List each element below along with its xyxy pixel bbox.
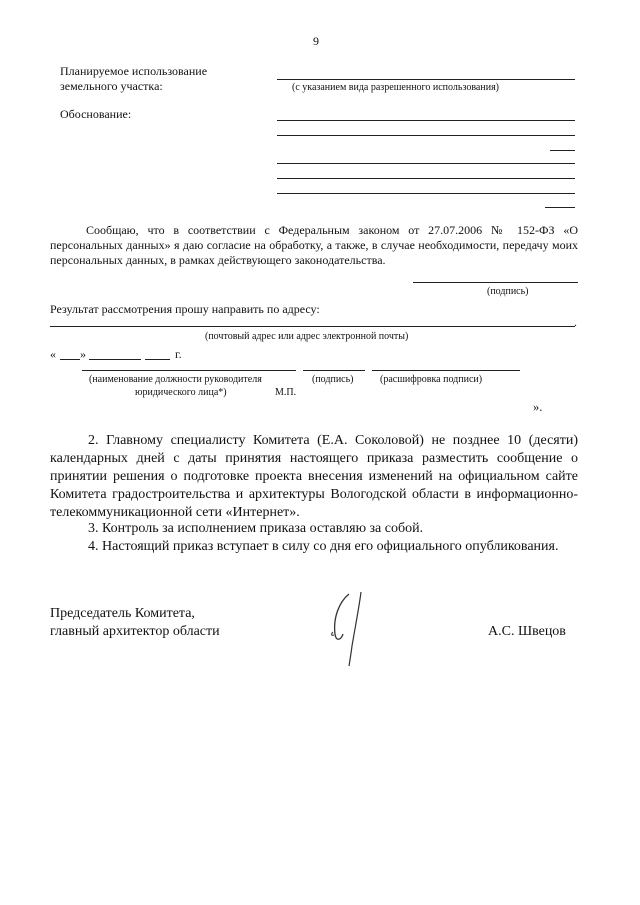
date-year-field [145, 359, 170, 360]
address-hint: (почтовый адрес или адрес электронной почты) [205, 331, 409, 342]
planned-use-hint: (с указанием вида разрешенного использования) [292, 82, 500, 93]
date-open-quote: « [50, 347, 56, 361]
signatory-title-line2: главный архитектор области [50, 624, 220, 639]
sign-field [303, 370, 365, 371]
stamp-hint: М.П. [275, 387, 297, 398]
position-hint-line1: (наименование должности руководителя [89, 374, 262, 385]
applicant-signature-line [413, 282, 578, 283]
decode-hint: (расшифровка подписи) [380, 374, 483, 385]
date-day-field [60, 359, 80, 360]
justification-line-5 [277, 178, 575, 179]
date-close-quote: » [80, 347, 86, 361]
applicant-signature-hint: (подпись) [487, 286, 529, 297]
position-field [82, 370, 296, 371]
decode-field [372, 370, 520, 371]
justification-line-1 [277, 120, 575, 121]
justification-line-7 [545, 207, 575, 208]
address-end-dot: . [574, 315, 577, 329]
item-3-paragraph [50, 520, 578, 538]
item-2-paragraph [50, 432, 578, 522]
item-3-text: 3. Контроль за исполнением приказа оставляю за собой. [88, 521, 424, 536]
consent-paragraph [50, 223, 578, 268]
justification-line-4 [277, 163, 575, 164]
justification-label: Обоснование: [60, 107, 132, 121]
signatory-title-line1: Председатель Комитета, [50, 606, 195, 621]
page-number: 9 [313, 34, 319, 48]
justification-line-3 [550, 150, 575, 151]
date-year-suffix: г. [175, 347, 182, 361]
item-2-text: 2. Главному специалисту Комитета (Е.А. Соколовой) не позднее 10 (десяти) календарных дней с даты принятия настоящего приказа разместить сообщение о принятии решения о подготовке проекта внесения изменений на официальном сайте Комитета градостроительства и архитектуры Вологодской области в информационно-телекоммуникационной сети «Интернет». [50, 433, 578, 520]
result-address-label: Результат рассмотрения прошу направить по адресу: [50, 302, 320, 316]
justification-line-2 [277, 135, 575, 136]
consent-text: Сообщаю, что в соответствии с Федеральным законом от 27.07.2006 № 152-ФЗ «О персональных данных» я даю согласие на обработку, а также, в случае необходимости, передачу моих персональных данных, в рамках действующего законодательства. [50, 223, 578, 267]
closing-quote: ». [533, 400, 543, 414]
item-4-text: 4. Настоящий приказ вступает в силу со дня его официального опубликования. [88, 539, 559, 554]
planned-use-label-line1: Планируемое использование [60, 64, 208, 78]
planned-use-label-line2: земельного участка: [60, 79, 163, 93]
position-hint-line2: юридического лица*) [135, 387, 227, 398]
sign-hint: (подпись) [312, 374, 354, 385]
item-4-paragraph [50, 538, 578, 556]
justification-line-6 [277, 193, 575, 194]
handwritten-signature [325, 588, 375, 670]
date-month-field [89, 359, 141, 360]
planned-use-field [277, 79, 575, 80]
address-field [50, 326, 575, 327]
signatory-name: А.С. Швецов [488, 624, 566, 639]
